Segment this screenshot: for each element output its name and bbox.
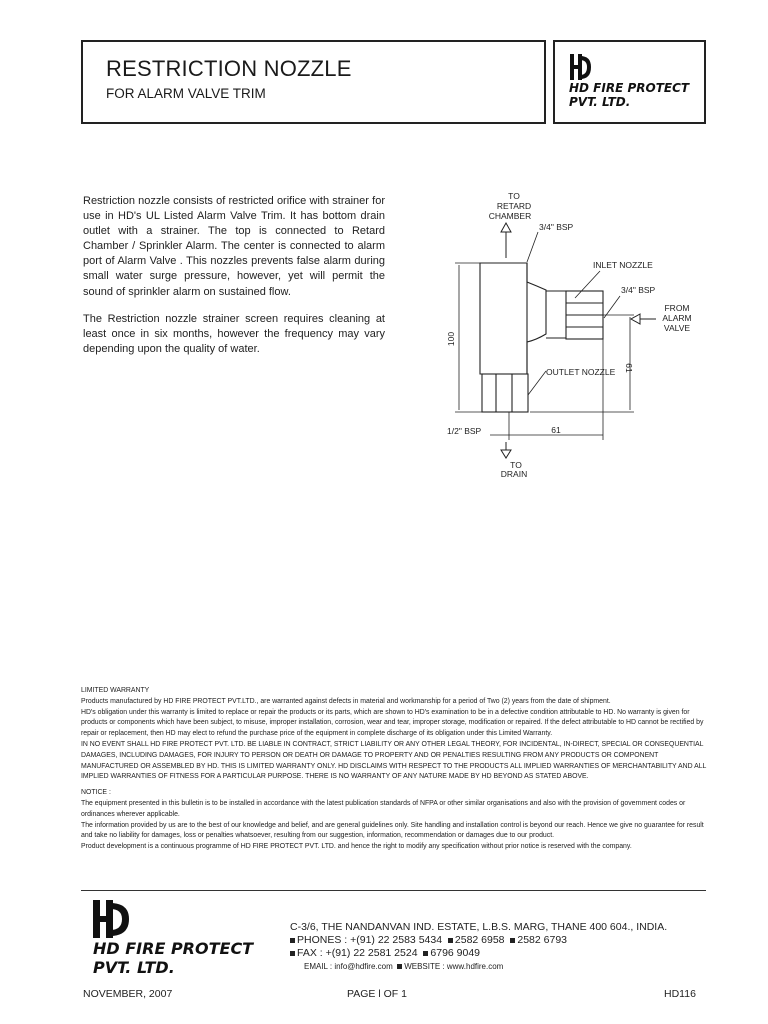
email-text: EMAIL : info@hdfire.com <box>304 962 393 971</box>
phone-tertiary: 2582 6793 <box>517 934 568 946</box>
bullet-icon <box>290 951 295 956</box>
warranty-paragraph-3: IN NO EVENT SHALL HD FIRE PROTECT PVT. LTD. BE LIABLE IN CONTRACT, STRICT LIABILITY OR ANY OTHER LEGAL THEORY, FOR INCIDENTAL, IN-DIRECT, SPECIAL OR CONSEQUENTIAL DAMAGES, INCLUDING DAMAGES, FOR INJURY TO PERSON OR DEATH OR DAMAGE TO PROPERTY AND OR PENALTIES RESULTING FROM ANY PRODUCTS OR COMPONENT MANUFACTURED OR ASSEMBLED BY HD. THIS IS LIMITED WARRANTY ONLY. HD DISCLAIMS WITH RESPECT TO THE PRODUCTS ALL IMPLIED WARRANTIES OF MERCHANTABILITY AND ALL IMPLIED WARRANTIES OF FITNESS FOR A PARTICULAR PURPOSE. THERE IS NO WARRANTY OF ANY NATURE MADE BY HD BEYOND AS STATED ABOVE. <box>81 740 707 781</box>
label-top-bsp: 3/4" BSP <box>539 222 574 232</box>
description <box>83 194 385 369</box>
label-to-drain-2: DRAIN <box>500 469 528 479</box>
footer-divider <box>81 890 706 891</box>
website-text: WEBSITE : www.hdfire.com <box>404 962 504 971</box>
title-box <box>81 40 546 124</box>
leader-line <box>528 371 546 395</box>
warranty-heading: LIMITED WARRANTY <box>81 687 150 694</box>
notice-paragraph-1: The equipment presented in this bulletin is to be installed in accordance with the latest publication standards of NFPA or other similar organisations and also with the provision of government codes or ordinances wherever applicable. <box>81 799 686 818</box>
logo-suffix: PVT. LTD. <box>569 95 631 109</box>
label-inlet-nozzle: INLET NOZZLE <box>593 260 653 270</box>
label-from-3: VALVE <box>663 323 691 333</box>
logo-box <box>553 40 706 124</box>
page-subtitle: FOR ALARM VALVE TRIM <box>106 86 266 101</box>
company-address <box>290 921 667 973</box>
footer-hd-logo-icon <box>91 898 131 940</box>
label-to-retard-1: TO <box>508 191 520 201</box>
logo-name: HD FIRE PROTECT <box>569 81 690 95</box>
label-bottom-dim: 61 <box>551 425 561 435</box>
label-to-retard-2: RETARD <box>496 201 532 211</box>
page-number: PAGE l OF 1 <box>347 988 407 1000</box>
leader-line <box>527 232 538 262</box>
bullet-icon <box>448 938 453 943</box>
fax-primary: FAX : +(91) 22 2581 2524 <box>297 947 418 959</box>
hd-logo-icon <box>568 52 592 82</box>
document-code: HD116 <box>664 988 696 1000</box>
bullet-icon <box>290 938 295 943</box>
page-title: RESTRICTION NOZZLE <box>106 56 352 81</box>
label-from-2: ALARM <box>662 313 692 323</box>
label-side-bsp: 3/4" BSP <box>621 285 656 295</box>
label-to-drain-1: TO <box>510 460 522 470</box>
phone-primary: PHONES : +(91) 22 2583 5434 <box>297 934 443 946</box>
label-height-dim: 100 <box>446 331 456 347</box>
label-outlet-nozzle: OUTLET NOZZLE <box>546 367 616 377</box>
footer-logo-suffix: PVT. LTD. <box>93 958 175 977</box>
web-line <box>304 960 667 973</box>
warranty-paragraph-1: Products manufactured by HD FIRE PROTECT PVT.LTD., are warranted against defects in material and workmanship for a period of Two (2) years from the date of shipment. <box>81 697 611 705</box>
document-date: NOVEMBER, 2007 <box>83 988 173 1000</box>
nozzle-body <box>480 263 603 412</box>
label-bottom-bsp: 1/2" BSP <box>447 426 482 436</box>
nozzle-diagram <box>410 190 710 485</box>
phones-line <box>290 934 667 947</box>
fax-secondary: 6796 9049 <box>430 947 481 959</box>
footer-logo-name: HD FIRE PROTECT <box>93 939 254 958</box>
notice-heading: NOTICE : <box>81 789 111 797</box>
address-line: C-3/6, THE NANDANVAN IND. ESTATE, L.B.S. MARG, THANE 400 604., INDIA. <box>290 921 668 933</box>
description-paragraph-1: Restriction nozzle consists of restricted orifice with strainer for use in HD's UL Listed Alarm Valve Trim. It has bottom drain outlet with a strainer. The top is connected to Retard Chamber / Sprinkler Alarm. The center is connected to alarm port of Alarm Valve . This nozzles prevents false alarm during small water surge pressure, however, yet will permit the sound of sprinkler alarm on sustained flow. <box>83 195 385 298</box>
label-right-dim: 61 <box>624 363 634 373</box>
warranty-section <box>81 686 707 853</box>
notice-paragraph-3: Product development is a continuous programme of HD FIRE PROTECT PVT. LTD. and hence the right to modify any specification without prior notice is reserved with the company. <box>81 843 632 851</box>
label-from-1: FROM <box>664 303 690 313</box>
bullet-icon <box>423 951 428 956</box>
notice-paragraph-2: The information provided by us are to the best of our knowledge and belief, and are general guidelines only. Site handling and installation control is beyond our reach. Hence we give no guarantee for result and take no liability for damages, loss or penalties whatsoever, resulting from our suggestion, information, recommendation or damages due to our product. <box>81 821 704 840</box>
bullet-icon <box>397 964 402 969</box>
label-to-retard-3: CHAMBER <box>488 211 532 221</box>
bullet-icon <box>510 938 515 943</box>
description-paragraph-2: The Restriction nozzle strainer screen requires cleaning at least once in six months, however the frequency may vary depending upon the quality of water. <box>83 312 385 355</box>
warranty-paragraph-2: HD's obligation under this warranty is limited to replace or repair the products or its parts, which are shown to HD's examination to be in a defective condition attributable to HD. No warranty is given for products or components which have been subject, to misuse, improper installation, corrosion, wear and tear, improper storage, modification or repaired. If the defect attributable to HD cannot be rectified by repair or replacement, then HD may elect to refund the purchase price of the equipment in complete discharge of its obligation under this Limited Warranty. <box>81 708 704 738</box>
phone-secondary: 2582 6958 <box>454 934 505 946</box>
leader-line <box>575 271 600 298</box>
fax-line <box>290 947 667 960</box>
